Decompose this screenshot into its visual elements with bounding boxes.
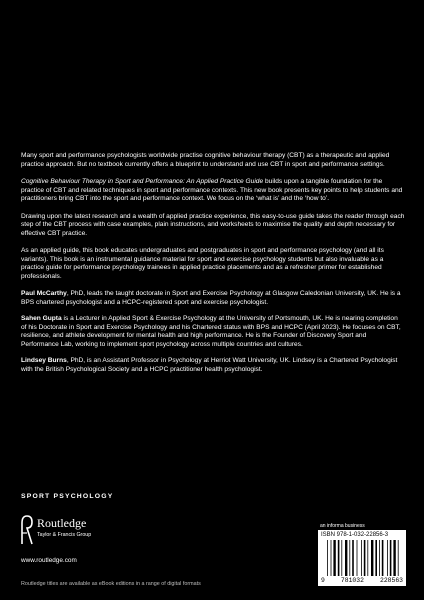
publisher-url[interactable]: www.routledge.com	[21, 557, 77, 564]
author-bio	[21, 290, 405, 307]
blurb-paragraph	[21, 178, 405, 204]
author-bio-text: , PhD, is an Assistant Professor in Psychology at Herriot Watt University, UK. Lindsey is a Chartered Psychologist with the British Psychological Society and a HCPC practitioner health psychologist.	[21, 357, 398, 373]
blurb-paragraph: Drawing upon the latest research and a wealth of applied practice experience, this easy-to-use guide takes the reader through each step of the CBT process with case examples, plain instructions, and worksheets to maximise the quality and depth necessary for effective CBT practice.	[21, 212, 405, 237]
author-bio-text: , PhD, leads the taught doctorate in Sport and Exercise Psychology at Glasgow Caledonian University, UK. He is a BPS chartered psychologist and a HCPC-registered sport and exercise psychologist.	[21, 290, 401, 306]
back-cover-blurb	[21, 152, 405, 382]
isbn-number: ISBN 978-1-032-22856-3	[321, 532, 389, 538]
book-title: Cognitive Behaviour Therapy in Sport and Performance: An Applied Practice Guide	[21, 178, 264, 185]
author-name: Sahen Gupta	[21, 315, 62, 322]
blurb-paragraph: Many sport and performance psychologists worldwide practise cognitive behaviour therapy (CBT) as a therapeutic and applied practice approach. But no textbook currently offers a blueprint to understand and use CBT in sport and performance settings.	[21, 152, 390, 168]
informa-tagline: an informa business	[320, 523, 365, 529]
barcode-digits	[318, 577, 406, 584]
isbn-barcode	[318, 530, 406, 586]
author-bio	[21, 315, 405, 349]
barcode-digit-group: 781032	[340, 577, 364, 584]
publisher-group: Taylor & Francis Group	[37, 532, 92, 538]
author-bio-text: is a Lecturer in Applied Sport & Exercise Psychology at the University of Portsmouth, UK. He is nearing completion of his Doctorate in Sport and Exercise Psychology and his Chartered status with BPS and HCPC (April 2023). He focuses on CBT, resilience, and athlete development for mental health and high performance. He is the Founder of Discovery Sport and Performance Lab, working to implement sport psychology across multiple countries and cultures.	[21, 315, 401, 348]
publisher-name: Routledge	[37, 516, 87, 530]
author-bio	[21, 357, 405, 374]
author-name: Paul McCarthy	[21, 290, 67, 297]
blurb-paragraph: As an applied guide, this book educates undergraduates and postgraduates in sport and performance psychology (and all its variants). This book is an instrumental guidance material for sport and exercise psychology students but also invaluable as a practice guide for performance psychology trainees in applied practice placements and as a refresher primer for established professionals.	[21, 247, 384, 280]
routledge-r-icon	[21, 515, 33, 545]
subject-category: SPORT PSYCHOLOGY	[21, 493, 114, 500]
ebook-note: Routledge titles are available as eBook editions in a range of digital formats	[21, 581, 201, 587]
author-name: Lindsey Burns	[21, 357, 67, 364]
barcode-digit-group: 9	[321, 577, 325, 584]
barcode-icon	[327, 540, 399, 576]
publisher-logo	[21, 513, 141, 553]
blurb-text: builds upon a tangible foundation for the practice of CBT and related techniques in sport and performance contexts. This new book presents key points to help students and practitioners bring CBT into the sport and performance context. We focus on the ‘what is’ and the ‘how to’.	[21, 178, 403, 202]
barcode-digit-group: 228563	[379, 577, 403, 584]
